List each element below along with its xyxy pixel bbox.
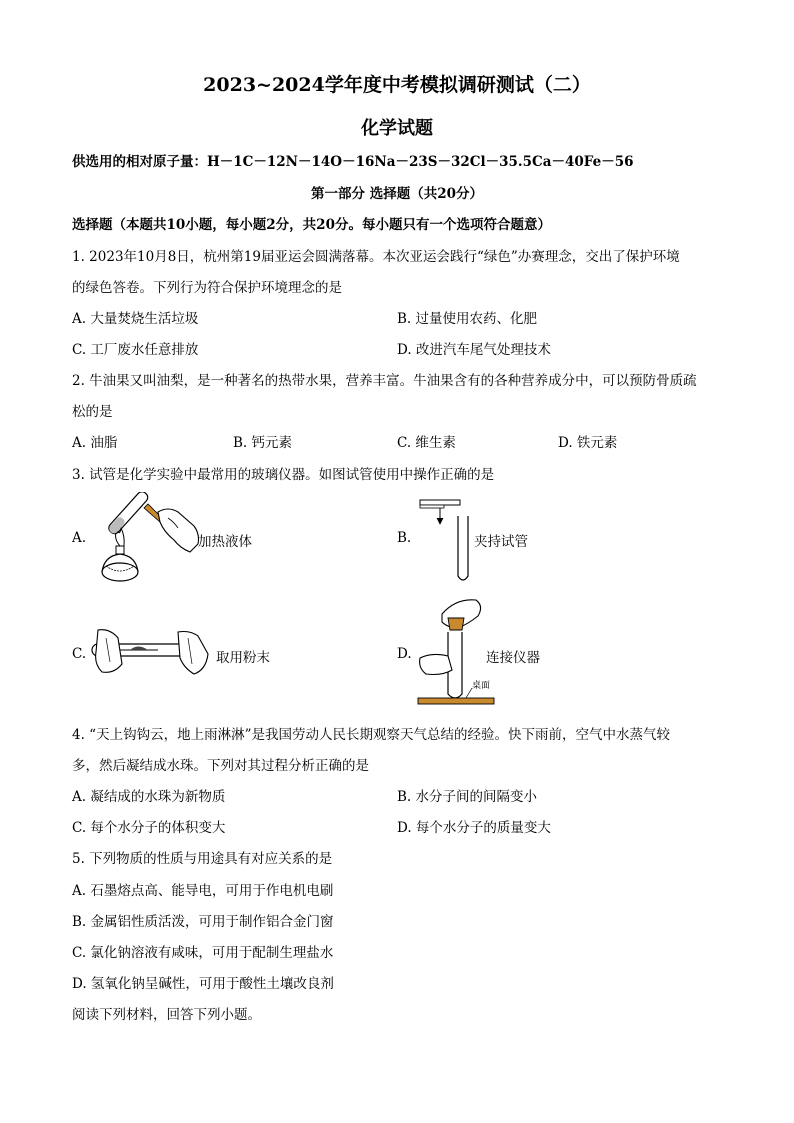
q3-option-b-letter: B. <box>397 530 412 546</box>
q3-option-c-label: 取用粉末 <box>216 650 270 666</box>
q2-option-c: C. 维生素 <box>397 435 456 451</box>
q3-option-d-label: 连接仪器 <box>486 650 540 666</box>
q1-option-d: D. 改进汽车尾气处理技术 <box>397 342 551 358</box>
q5-option-a: A. 石墨熔点高、能导电，可用于作电机电刷 <box>72 883 334 899</box>
q4-stem-line2: 多，然后凝结成水珠。下列对其过程分析正确的是 <box>72 758 369 774</box>
q2-option-b: B. 钙元素 <box>233 435 293 451</box>
section-instructions: 选择题（本题共10小题，每小题2分，共20分。每小题只有一个选项符合题意） <box>72 217 551 233</box>
reading-instructions: 阅读下列材料，回答下列小题。 <box>72 1007 261 1023</box>
q3-option-d-letter: D. <box>397 646 412 662</box>
part-title: 第一部分 选择题（共20分） <box>311 186 483 202</box>
q1-option-c: C. 工厂废水任意排放 <box>72 342 199 358</box>
q3-option-b-label: 夹持试管 <box>474 534 528 550</box>
q4-option-c: C. 每个水分子的体积变大 <box>72 820 226 836</box>
q1-option-b: B. 过量使用农药、化肥 <box>397 311 538 327</box>
q1-stem-line2: 的绿色答卷。下列行为符合保护环境理念的是 <box>72 280 342 296</box>
q2-stem-line1: 2. 牛油果又叫油梨，是一种著名的热带水果，营养丰富。牛油果含有的各种营养成分中，可以预防骨质疏 <box>72 373 697 389</box>
exam-title: 2023~2024学年度中考模拟调研测试（二） <box>203 74 591 96</box>
heating-liquid-figure <box>94 492 202 587</box>
table-label: 桌面 <box>472 681 491 691</box>
taking-powder-figure <box>88 624 214 678</box>
q5-stem: 5. 下列物质的性质与用途具有对应关系的是 <box>72 851 333 867</box>
q5-option-d: D. 氢氧化钠呈碱性，可用于酸性土壤改良剂 <box>72 976 334 992</box>
q2-option-d: D. 铁元素 <box>558 435 618 451</box>
q1-stem-line1: 1. 2023年10月8日，杭州第19届亚运会圆满落幕。本次亚运会践行“绿色”办赛理念，交出了保护环境 <box>72 249 680 265</box>
q1-option-a: A. 大量焚烧生活垃圾 <box>72 311 199 327</box>
exam-subtitle: 化学试题 <box>361 118 433 139</box>
holding-tube-figure <box>418 496 474 586</box>
q4-option-d: D. 每个水分子的质量变大 <box>397 820 551 836</box>
q4-option-a: A. 凝结成的水珠为新物质 <box>72 789 226 805</box>
q5-option-c: C. 氯化钠溶液有咸味，可用于配制生理盐水 <box>72 945 334 961</box>
q5-option-b: B. 金属铝性质活泼，可用于制作铝合金门窗 <box>72 914 334 930</box>
atomic-masses: 供选用的相对原子量：H－1C－12N－14O－16Na－23S－32Cl－35.5Ca－40Fe－56 <box>72 154 634 170</box>
q3-option-a-label: 加热液体 <box>198 534 252 550</box>
q4-option-b: B. 水分子间的间隔变小 <box>397 789 538 805</box>
q3-option-c-letter: C. <box>72 646 87 662</box>
q2-stem-line2: 松的是 <box>72 404 113 420</box>
q4-stem-line1: 4. “天上钩钩云，地上雨淋淋”是我国劳动人民长期观察天气总结的经验。快下雨前，空气中水蒸气较 <box>72 727 670 743</box>
q2-option-a: A. 油脂 <box>72 435 118 451</box>
q3-stem: 3. 试管是化学实验中最常用的玻璃仪器。如图试管使用中操作正确的是 <box>72 467 495 483</box>
q3-option-a-letter: A. <box>72 530 87 546</box>
